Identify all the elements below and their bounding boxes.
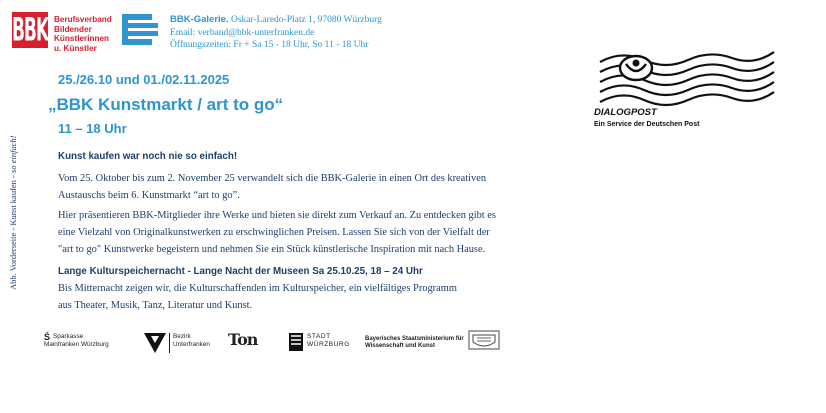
bbk-logo: BBK [12,12,48,48]
bezirk-icon [144,333,166,353]
sparkasse-icon: Ś [44,332,51,342]
sponsor-bezirk: Bezirk Unterfranken [144,333,210,353]
event-hours: 11 – 18 Uhr [58,121,127,136]
gallery-info: BBK-Galerie. Oskar-Laredo-Platz 1, 97080 Würzburg Email: verband@bbk-unterfranken.de Öffnungszeiten: Fr + Sa 15 - 18 Uhr, So 11 - 18 Uhr [170,14,382,50]
sponsor-stadt: STADT WÜRZBURG [289,333,350,351]
paragraph-1: Vom 25. Oktober bis zum 2. November 25 verwandelt sich die BBK-Galerie in einen Ort des kreativen Austauschs beim 6. Kunstmarkt “art to go”. [58,173,487,201]
event-dates: 25./26.10 und 01./02.11.2025 [58,72,230,87]
gallery-logo-icon [122,14,164,46]
bavaria-coat-of-arms-icon [468,330,500,350]
stamp-subtitle: Ein Service der Deutschen Post [594,121,700,128]
paragraph-3: Bis Mitternacht zeigen wir, die Kulturschaffenden im Kulturspeicher, ein vielfältiges Programm aus Theater, Musik, Tanz, Literatur und Kunst. [58,283,457,311]
section-heading-2: Lange Kulturspeichernacht - Lange Nacht der Museen Sa 25.10.25, 18 – 24 Uhr [58,266,423,277]
email-link[interactable]: Email: verband@bbk-unterfranken.de [170,27,315,38]
side-caption: Abb. Vorderseite - Kunst kaufen - so einfach! [8,135,18,290]
sponsor-ton-logo: Ton [228,330,258,349]
stamp-title: DIALOGPOST [594,107,657,118]
sponsor-ministerium: Bayerisches Staatsministerium für Wissenschaft und Kunst [365,336,464,349]
event-title: „BBK Kunstmarkt / art to go“ [48,95,284,114]
sponsor-sparkasse: Ś Sparkasse Mainfranken Würzburg [44,332,109,348]
paragraph-2: Hier präsentieren BBK-Mitglieder ihre Werke und bieten sie direkt zum Verkauf an. Zu entdecken gibt es eine Vielzahl von Originalkunstwerken zu erschwinglichen Preisen. Lassen Sie sich von der Vielfalt der "art to go" Kunstwerke begeistern und nehmen Sie ein Stück künstlerische Inspiration mit nach Hause. [58,210,496,255]
org-name: Berufsverband Bildender Künstlerinnen u. Künstler [54,15,112,53]
city-crest-icon [289,333,303,351]
section-heading-1: Kunst kaufen war noch nie so einfach! [58,151,238,162]
